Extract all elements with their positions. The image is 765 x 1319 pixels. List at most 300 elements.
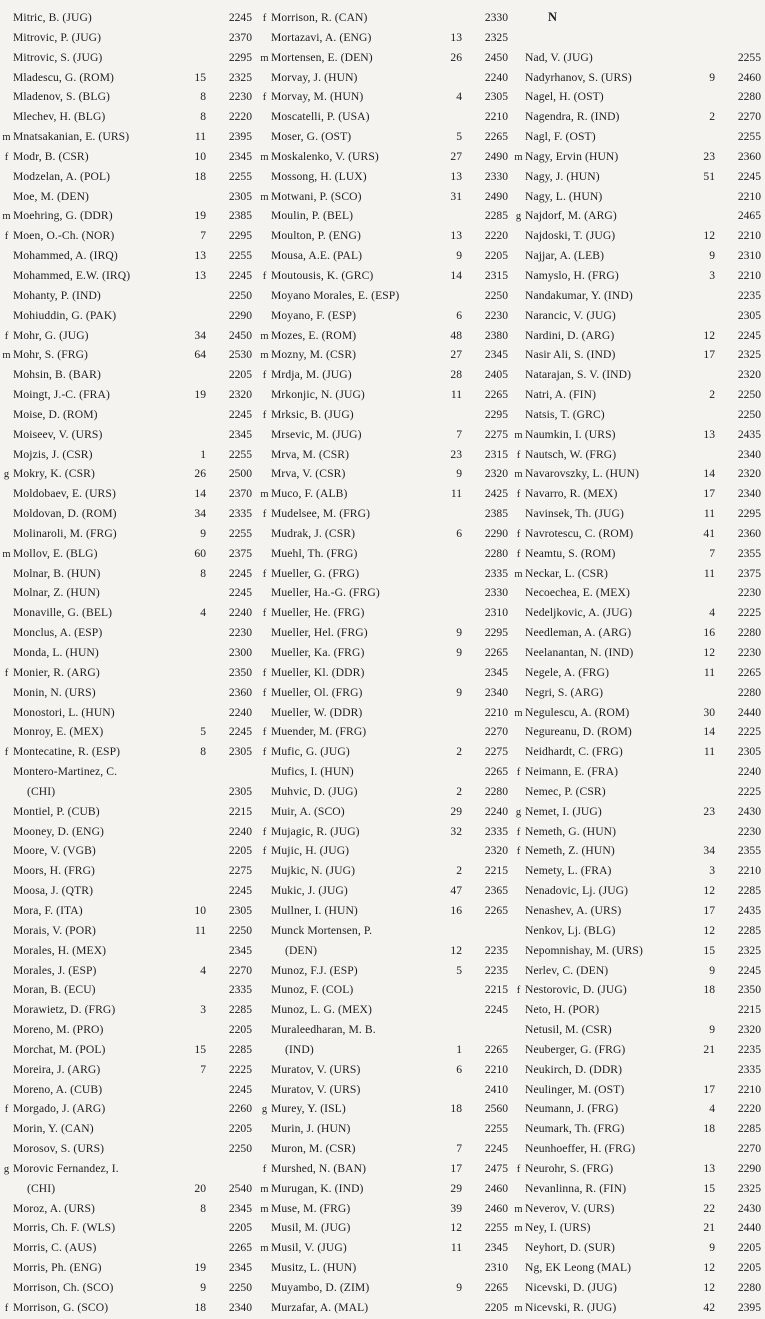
player-row [258, 1298, 512, 1318]
player-row [258, 504, 512, 524]
player-row [0, 901, 256, 921]
player-row [258, 48, 512, 68]
player-name: Moehring, G. (DDR) [13, 209, 113, 223]
player-name: Nicevski, R. (JUG) [525, 1300, 617, 1314]
player-name: Neukirch, D. (DDR) [525, 1062, 623, 1076]
player-name: Neelanantan, N. (IND) [525, 646, 634, 659]
rating-value: 2280 [737, 626, 761, 640]
player-name: Mohr, G. (JUG) [13, 328, 89, 342]
rating-value: 2270 [228, 963, 252, 977]
player-row [512, 544, 765, 564]
player-row [512, 683, 765, 703]
rating-value: 2215 [484, 983, 508, 997]
rating-value: 2325 [737, 1181, 761, 1195]
rating-value: 2235 [737, 1042, 761, 1056]
player-name: Moldovan, D. (ROM) [13, 507, 117, 521]
player-name: Murugan, K. (IND) [271, 1181, 364, 1195]
player-name: Moskalenko, V. (URS) [271, 149, 379, 163]
rating-value: 2225 [737, 784, 761, 798]
title-mark: g [3, 1163, 10, 1175]
games-count: 2 [456, 864, 462, 878]
player-name: Molinaroli, M. (FRG) [13, 526, 117, 540]
player-row [512, 425, 765, 445]
games-count: 2 [709, 110, 715, 124]
rating-value: 2245 [228, 566, 252, 580]
rating-value: 2270 [737, 110, 761, 124]
player-name: Mueller, W. (DDR) [271, 705, 363, 719]
games-count: 15 [194, 1042, 206, 1056]
rating-value: 2370 [228, 30, 252, 44]
games-count: 14 [194, 487, 206, 501]
rating-value: 2355 [737, 844, 761, 858]
player-name: Murshed, N. (BAN) [271, 1161, 367, 1175]
rating-value: 2320 [737, 368, 761, 382]
games-count: 27 [450, 149, 462, 163]
player-row [512, 1139, 765, 1159]
games-count: 9 [709, 249, 715, 263]
player-name: Ney, I. (URS) [525, 1221, 591, 1235]
player-name: Muratov, V. (URS) [271, 1062, 361, 1076]
player-row [0, 1040, 256, 1060]
player-name: Musitz, L. (HUN) [271, 1261, 357, 1275]
games-count: 9 [709, 963, 715, 977]
rating-value: 2245 [737, 169, 761, 183]
player-row [0, 504, 256, 524]
games-count: 10 [194, 149, 206, 163]
rating-value: 2205 [484, 249, 508, 263]
player-row [258, 1218, 512, 1238]
rating-value: 2210 [737, 864, 761, 878]
title-mark: m [2, 132, 11, 144]
games-count: 14 [703, 725, 715, 739]
rating-value: 2205 [737, 1241, 761, 1255]
player-row [512, 1258, 765, 1278]
player-name: Nenkov, Lj. (BLG) [525, 923, 616, 937]
games-count: 28 [450, 368, 462, 382]
games-count: 1 [456, 1042, 462, 1056]
player-name: Mlechev, H. (BLG) [13, 110, 106, 124]
player-row [512, 464, 765, 484]
rating-value: 2320 [228, 388, 252, 402]
player-name: Nemeth, Z. (HUN) [525, 844, 615, 858]
games-count: 7 [709, 546, 715, 560]
title-mark: m [260, 1203, 269, 1215]
player-name: Moldobaev, E. (URS) [13, 487, 116, 501]
player-name: Modzelan, A. (POL) [13, 169, 111, 183]
rating-value: 2220 [484, 229, 508, 243]
player-name: Nandakumar, Y. (IND) [525, 288, 633, 302]
rating-value: 2355 [737, 546, 761, 560]
rating-value: 2305 [737, 745, 761, 759]
player-row [0, 822, 256, 842]
games-count: 12 [703, 229, 715, 243]
rating-value: 2250 [228, 288, 252, 302]
games-count: 6 [456, 526, 462, 540]
player-row [258, 445, 512, 465]
title-mark: f [262, 687, 267, 699]
title-mark: m [260, 1183, 269, 1195]
player-name: Murey, Y. (ISL) [271, 1102, 346, 1116]
games-count: 17 [703, 348, 715, 362]
title-mark: f [262, 826, 267, 838]
player-name: Morris, Ch. F. (WLS) [13, 1221, 116, 1235]
player-name: Monin, N. (URS) [13, 685, 96, 699]
games-count: 8 [200, 566, 206, 580]
player-name: Mrva, V. (CSR) [271, 467, 346, 481]
player-name: Nautsch, W. (FRG) [525, 447, 617, 461]
player-name: Morrison, R. (CAN) [271, 11, 368, 24]
rating-value: 2305 [228, 784, 252, 798]
player-row [0, 246, 256, 266]
player-row [258, 1258, 512, 1278]
player-row [512, 1040, 765, 1060]
player-row [0, 266, 256, 286]
player-name: Mukic, J. (JUG) [271, 884, 348, 898]
player-row [258, 564, 512, 584]
games-count: 21 [703, 1042, 715, 1056]
rating-value: 2370 [228, 487, 252, 501]
player-name: Mrdja, M. (JUG) [271, 368, 352, 382]
player-row [512, 703, 765, 723]
player-name: Netusil, M. (CSR) [525, 1023, 612, 1037]
player-row [512, 643, 765, 663]
player-name: Motwani, P. (SCO) [271, 189, 362, 203]
games-count: 9 [456, 1281, 462, 1294]
player-row [258, 901, 512, 921]
games-count: 9 [456, 626, 462, 640]
player-name: Moyano, F. (ESP) [271, 308, 357, 322]
title-mark: f [262, 409, 267, 421]
games-count: 8 [200, 745, 206, 759]
player-row [258, 663, 512, 683]
rating-value: 2360 [737, 149, 761, 163]
player-row [0, 1060, 256, 1080]
rating-value: 2215 [228, 804, 252, 818]
player-row [512, 206, 765, 226]
rating-value: 2300 [228, 646, 252, 659]
title-mark: f [516, 489, 521, 501]
player-row [258, 385, 512, 405]
rating-value: 2330 [484, 169, 508, 183]
player-name: Neurohr, S. (FRG) [525, 1161, 614, 1175]
player-row [0, 623, 256, 643]
games-count: 27 [450, 348, 462, 362]
player-name: Neumark, Th. (FRG) [525, 1122, 625, 1136]
title-mark: m [514, 469, 523, 481]
games-count: 29 [450, 1181, 462, 1195]
player-name: Nevanlinna, R. (FIN) [525, 1181, 627, 1195]
player-row [258, 484, 512, 504]
player-row [258, 365, 512, 385]
player-row [512, 663, 765, 683]
title-mark: m [260, 1243, 269, 1255]
title-mark: m [260, 151, 269, 163]
rating-value: 2460 [484, 1181, 508, 1195]
player-row [512, 1298, 765, 1318]
games-count: 9 [709, 1023, 715, 1037]
games-count: 47 [450, 884, 462, 898]
player-row [258, 345, 512, 365]
rating-value: 2255 [737, 50, 761, 64]
player-row [512, 980, 765, 1000]
rating-value: 2210 [484, 110, 508, 124]
rating-value: 2290 [737, 1161, 761, 1175]
player-row [258, 1080, 512, 1100]
games-count: 3 [709, 268, 715, 282]
title-mark: f [516, 826, 521, 838]
title-mark: f [4, 667, 9, 679]
rating-value: 2430 [737, 1201, 761, 1215]
rating-value: 2315 [484, 268, 508, 282]
rating-value: 2265 [484, 130, 508, 144]
player-row [512, 1080, 765, 1100]
player-name: Morrison, G. (SCO) [13, 1300, 109, 1314]
rating-value: 2245 [228, 268, 252, 282]
games-count: 7 [200, 229, 206, 243]
player-name: Moran, B. (ECU) [13, 983, 96, 997]
player-name: Navarro, R. (MEX) [525, 487, 618, 501]
games-count: 39 [450, 1201, 462, 1215]
rating-value: 2250 [228, 1281, 252, 1294]
player-name: Mora, F. (ITA) [13, 903, 83, 917]
rating-value: 2230 [737, 586, 761, 600]
player-row [512, 1159, 765, 1179]
player-name: Mujic, H. (JUG) [271, 844, 350, 858]
title-mark: g [3, 469, 10, 481]
rating-value: 2335 [737, 1062, 761, 1076]
games-count: 9 [456, 646, 462, 659]
section-letter-header: N [548, 10, 558, 24]
games-count: 12 [703, 923, 715, 937]
rating-value: 2345 [484, 348, 508, 362]
player-name: Morales, H. (MEX) [13, 943, 107, 957]
player-name: Mrksic, B. (JUG) [271, 407, 354, 421]
rating-value: 2250 [228, 1142, 252, 1156]
player-name: (CHI) [27, 784, 56, 798]
rating-value: 2285 [228, 1042, 252, 1056]
games-count: 17 [703, 903, 715, 917]
rating-value: 2315 [484, 447, 508, 461]
title-mark: m [260, 350, 269, 362]
games-count: 7 [456, 1142, 462, 1156]
player-name: Montiel, P. (CUB) [13, 804, 100, 818]
player-name: Monroy, E. (MEX) [13, 725, 104, 739]
player-name: Molnar, Z. (HUN) [13, 586, 100, 600]
player-name: (CHI) [27, 1181, 56, 1195]
games-count: 7 [200, 1062, 206, 1076]
player-row [258, 1238, 512, 1258]
player-name: Muender, M. (FRG) [271, 725, 367, 739]
player-row [0, 1020, 256, 1040]
player-name: Musil, V. (JUG) [271, 1241, 347, 1255]
player-name: Moreno, A. (CUB) [13, 1082, 103, 1096]
rating-value: 2395 [228, 130, 252, 144]
player-name: Mitric, B. (JUG) [13, 11, 92, 24]
player-name: Moors, H. (FRG) [13, 864, 96, 878]
games-count: 11 [703, 665, 715, 679]
title-mark: f [262, 667, 267, 679]
rating-value: 2395 [737, 1300, 761, 1314]
games-count: 26 [194, 467, 206, 481]
rating-value: 2345 [228, 1261, 252, 1275]
player-name: Mueller, Ka. (FRG) [271, 646, 365, 659]
player-name: Nasir Ali, S. (IND) [525, 348, 616, 362]
player-name: Mueller, Hel. (FRG) [271, 626, 368, 640]
rating-value: 2275 [484, 745, 508, 759]
games-count: 9 [709, 70, 715, 84]
player-name: Nenashev, A. (URS) [525, 903, 622, 917]
title-mark: f [262, 747, 267, 759]
player-row [0, 226, 256, 246]
player-row [512, 266, 765, 286]
rating-value: 2435 [737, 903, 761, 917]
rating-value: 2240 [484, 804, 508, 818]
games-count: 16 [450, 903, 462, 917]
player-row [258, 266, 512, 286]
player-row [0, 206, 256, 226]
player-name: Moosa, J. (QTR) [13, 884, 94, 898]
player-row [0, 1298, 256, 1318]
player-row [258, 802, 512, 822]
rating-value: 2260 [228, 1102, 252, 1116]
games-count: 9 [456, 685, 462, 699]
games-count: 14 [703, 467, 715, 481]
player-name: Moutousis, K. (GRC) [271, 268, 374, 282]
games-count: 12 [450, 943, 462, 957]
player-row [512, 603, 765, 623]
player-name: Nemeth, G. (HUN) [525, 824, 617, 838]
games-count: 13 [703, 1161, 715, 1175]
player-name: Mrkonjic, N. (JUG) [271, 388, 365, 402]
player-row [512, 504, 765, 524]
player-name: Mueller, Ol. (FRG) [271, 685, 363, 699]
rating-value: 2345 [484, 665, 508, 679]
player-row [258, 1119, 512, 1139]
games-count: 13 [450, 169, 462, 183]
player-row [0, 445, 256, 465]
player-name: Navinsek, Th. (JUG) [525, 507, 624, 521]
games-count: 11 [450, 388, 462, 402]
title-mark: f [516, 985, 521, 997]
player-row [258, 68, 512, 88]
player-name: Montecatine, R. (ESP) [13, 745, 121, 759]
rating-value: 2230 [228, 626, 252, 640]
player-row [512, 1099, 765, 1119]
games-count: 18 [703, 1122, 715, 1136]
player-name: Mossong, H. (LUX) [271, 169, 367, 183]
rating-value: 2405 [484, 368, 508, 382]
player-name: Mojzis, J. (CSR) [13, 447, 93, 461]
player-name: (IND) [285, 1042, 314, 1056]
title-mark: m [2, 350, 11, 362]
player-name: Muraleedharan, M. B. [271, 1023, 376, 1037]
player-row [0, 464, 256, 484]
rating-value: 2460 [737, 70, 761, 84]
rating-value: 2295 [228, 229, 252, 243]
player-row [258, 464, 512, 484]
player-name: Mortensen, E. (DEN) [271, 50, 373, 64]
player-row [0, 306, 256, 326]
rating-value: 2235 [484, 943, 508, 957]
games-count: 13 [703, 427, 715, 441]
rating-value: 2280 [484, 784, 508, 798]
rating-value: 2360 [228, 685, 252, 699]
player-row [512, 187, 765, 207]
player-row [0, 1080, 256, 1100]
player-name: Mladenov, S. (BLG) [13, 90, 111, 104]
rating-value: 2255 [228, 249, 252, 263]
rating-value: 2280 [484, 546, 508, 560]
player-row [0, 8, 256, 28]
player-name: Muron, M. (CSR) [271, 1142, 356, 1156]
player-row [512, 1179, 765, 1199]
player-name: Navarovszky, L. (HUN) [525, 467, 640, 481]
player-row [0, 68, 256, 88]
rating-value: 2275 [484, 427, 508, 441]
player-name: Moroz, A. (URS) [13, 1201, 96, 1215]
rating-value: 2255 [737, 130, 761, 144]
rating-value: 2205 [228, 1221, 252, 1235]
games-count: 30 [703, 705, 715, 719]
games-count: 22 [703, 1201, 715, 1215]
rating-value: 2245 [228, 1082, 252, 1096]
rating-value: 2255 [228, 447, 252, 461]
player-name: Natarajan, S. V. (IND) [525, 368, 632, 382]
player-name: Neimann, E. (FRA) [525, 765, 619, 779]
player-name: Needleman, A. (ARG) [525, 626, 632, 640]
games-count: 8 [200, 110, 206, 124]
player-row [0, 1139, 256, 1159]
player-name: Muratov, V. (URS) [271, 1082, 361, 1096]
player-row [0, 802, 256, 822]
player-row [0, 1119, 256, 1139]
player-name: Mufics, I. (HUN) [271, 765, 354, 779]
rating-value: 2290 [484, 526, 508, 540]
games-count: 11 [194, 130, 206, 144]
player-row [0, 28, 256, 48]
games-count: 26 [450, 50, 462, 64]
player-name: Mueller, Kl. (DDR) [271, 665, 365, 679]
player-row [0, 941, 256, 961]
player-name: Neidhardt, C. (FRG) [525, 745, 623, 759]
player-row [258, 1199, 512, 1219]
player-name: Moiseev, V. (URS) [13, 427, 103, 441]
games-count: 4 [709, 1102, 715, 1116]
player-name: Negureanu, D. (ROM) [525, 725, 632, 739]
player-row [512, 167, 765, 187]
title-mark: f [262, 846, 267, 858]
title-mark: f [4, 747, 9, 759]
player-name: Morrison, Ch. (SCO) [13, 1281, 114, 1294]
rating-value: 2240 [737, 765, 761, 779]
player-row [512, 1119, 765, 1139]
rating-value: 2275 [228, 864, 252, 878]
title-mark: f [516, 548, 521, 560]
player-name: Mudrak, J. (CSR) [271, 526, 356, 540]
rating-value: 2340 [737, 447, 761, 461]
title-mark: m [260, 489, 269, 501]
player-name: Mokry, K. (CSR) [13, 467, 95, 481]
games-count: 11 [703, 745, 715, 759]
games-count: 1 [200, 447, 206, 461]
player-row [258, 167, 512, 187]
player-name: Munoz, L. G. (MEX) [271, 1003, 372, 1017]
player-row [258, 583, 512, 603]
games-count: 12 [450, 1221, 462, 1235]
player-name: Moyano Morales, E. (ESP) [271, 288, 400, 302]
rating-value: 2265 [228, 1241, 252, 1255]
player-name: Mrsevic, M. (JUG) [271, 427, 362, 441]
